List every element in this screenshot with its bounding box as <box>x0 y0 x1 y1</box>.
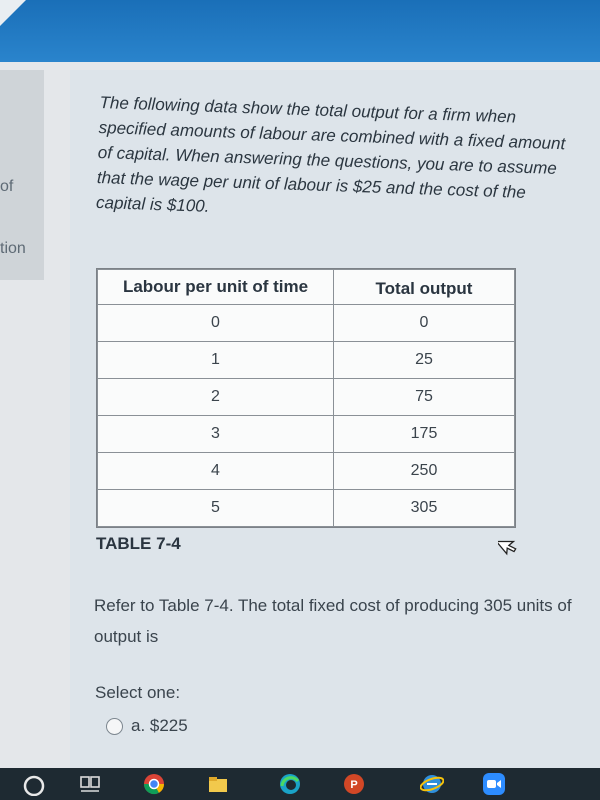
table-row <box>98 379 515 416</box>
table-header-labour: Labour per unit of time <box>98 270 334 305</box>
table-cell: 250 <box>334 453 515 490</box>
table-cell: 25 <box>334 342 515 379</box>
svg-text:P: P <box>350 779 358 791</box>
question-text: Refer to Table 7-4. The total fixed cost of producing 305 units of output is <box>94 596 572 646</box>
table-cell: 75 <box>334 379 515 416</box>
table-row <box>98 453 515 490</box>
sidebar-text-fragment: of <box>0 178 14 195</box>
table-cell: 2 <box>98 379 334 416</box>
search-icon[interactable] <box>22 772 46 796</box>
question-intro-text: The following data show the total output for a firm when specified amounts of labour are combined with a fixed amount of capital. When answering the questions, you are to assume that the wage per unit of labour is $25 and the cost of the capital is $100. <box>95 92 566 216</box>
mouse-cursor-icon <box>498 532 520 556</box>
edge-icon[interactable] <box>278 772 302 796</box>
zoom-icon[interactable] <box>482 772 506 796</box>
table-row <box>98 342 515 379</box>
table-caption: TABLE 7-4 <box>96 534 181 553</box>
window-header-bar <box>0 0 600 62</box>
table-cell: 175 <box>334 416 515 453</box>
taskbar <box>0 768 600 800</box>
task-view-icon[interactable] <box>78 772 102 796</box>
table-cell: 5 <box>98 490 334 527</box>
data-table <box>96 268 516 528</box>
powerpoint-icon[interactable] <box>342 772 366 796</box>
file-explorer-icon[interactable] <box>206 772 230 796</box>
internet-explorer-icon[interactable] <box>420 772 444 796</box>
answer-option-a[interactable] <box>106 716 188 736</box>
table-row <box>98 305 515 342</box>
table-cell: 1 <box>98 342 334 379</box>
select-one-label: Select one: <box>95 683 181 702</box>
table-cell: 0 <box>98 305 334 342</box>
sidebar-text-fragment: tion <box>0 240 26 257</box>
table-row <box>98 416 515 453</box>
table-cell: 0 <box>334 305 515 342</box>
answer-option-label: a. $225 <box>131 716 188 735</box>
table-row <box>98 490 515 527</box>
table-cell: 305 <box>334 490 515 527</box>
radio-button[interactable] <box>106 718 123 735</box>
table-header-output: Total output <box>334 270 515 305</box>
table-cell: 3 <box>98 416 334 453</box>
chrome-icon[interactable] <box>142 772 166 796</box>
table-cell: 4 <box>98 453 334 490</box>
